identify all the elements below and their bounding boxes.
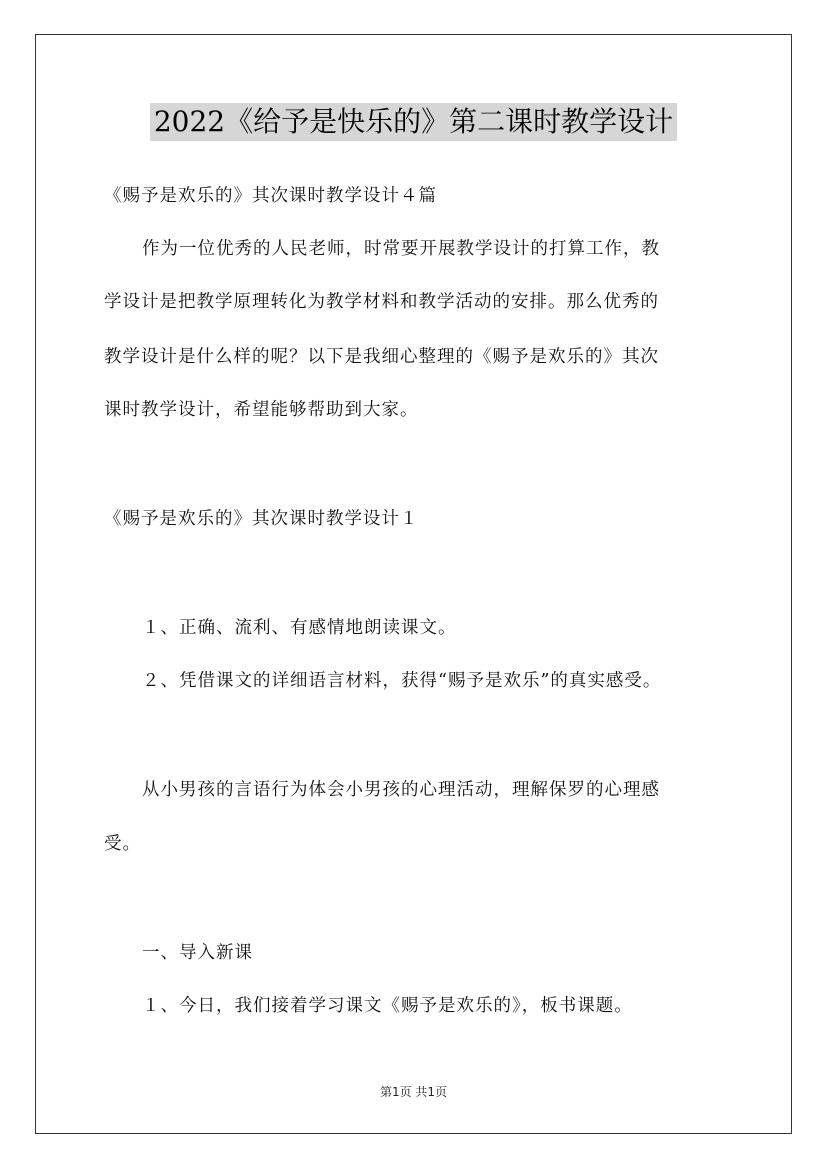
objective-item: １、正确、流利、有感情地朗读课文。 <box>142 618 457 638</box>
paragraph-line: 受。 <box>104 834 141 854</box>
subtitle-line: 《赐予是欢乐的》其次课时教学设计４篇 <box>104 186 437 206</box>
paragraph-line: 作为一位优秀的人民老师，时常要开展教学设计的打算工作，教 <box>142 239 660 259</box>
section-heading: 《赐予是欢乐的》其次课时教学设计１ <box>104 509 419 529</box>
paragraph-line: 学设计是把教学原理转化为教学材料和教学活动的安排。那么优秀的 <box>104 292 659 312</box>
paragraph-line: 从小男孩的言语行为体会小男孩的心理活动，理解保罗的心理感 <box>142 780 660 800</box>
title-container <box>0 103 827 141</box>
paragraph-line: 课时教学设计，希望能够帮助到大家。 <box>104 400 419 420</box>
paragraph-line: 教学设计是什么样的呢？以下是我细心整理的《赐予是欢乐的》其次 <box>104 347 659 367</box>
document-title: 2022《给予是快乐的》第二课时教学设计 <box>150 103 677 141</box>
list-item: １、今日，我们接着学习课文《赐予是欢乐的》，板书课题。 <box>142 996 633 1016</box>
section-heading: 一、导入新课 <box>142 943 253 963</box>
objective-item: ２、凭借课文的详细语言材料，获得“赐予是欢乐”的真实感受。 <box>142 671 662 691</box>
page-footer: 第1页 共1页 <box>379 1085 448 1099</box>
